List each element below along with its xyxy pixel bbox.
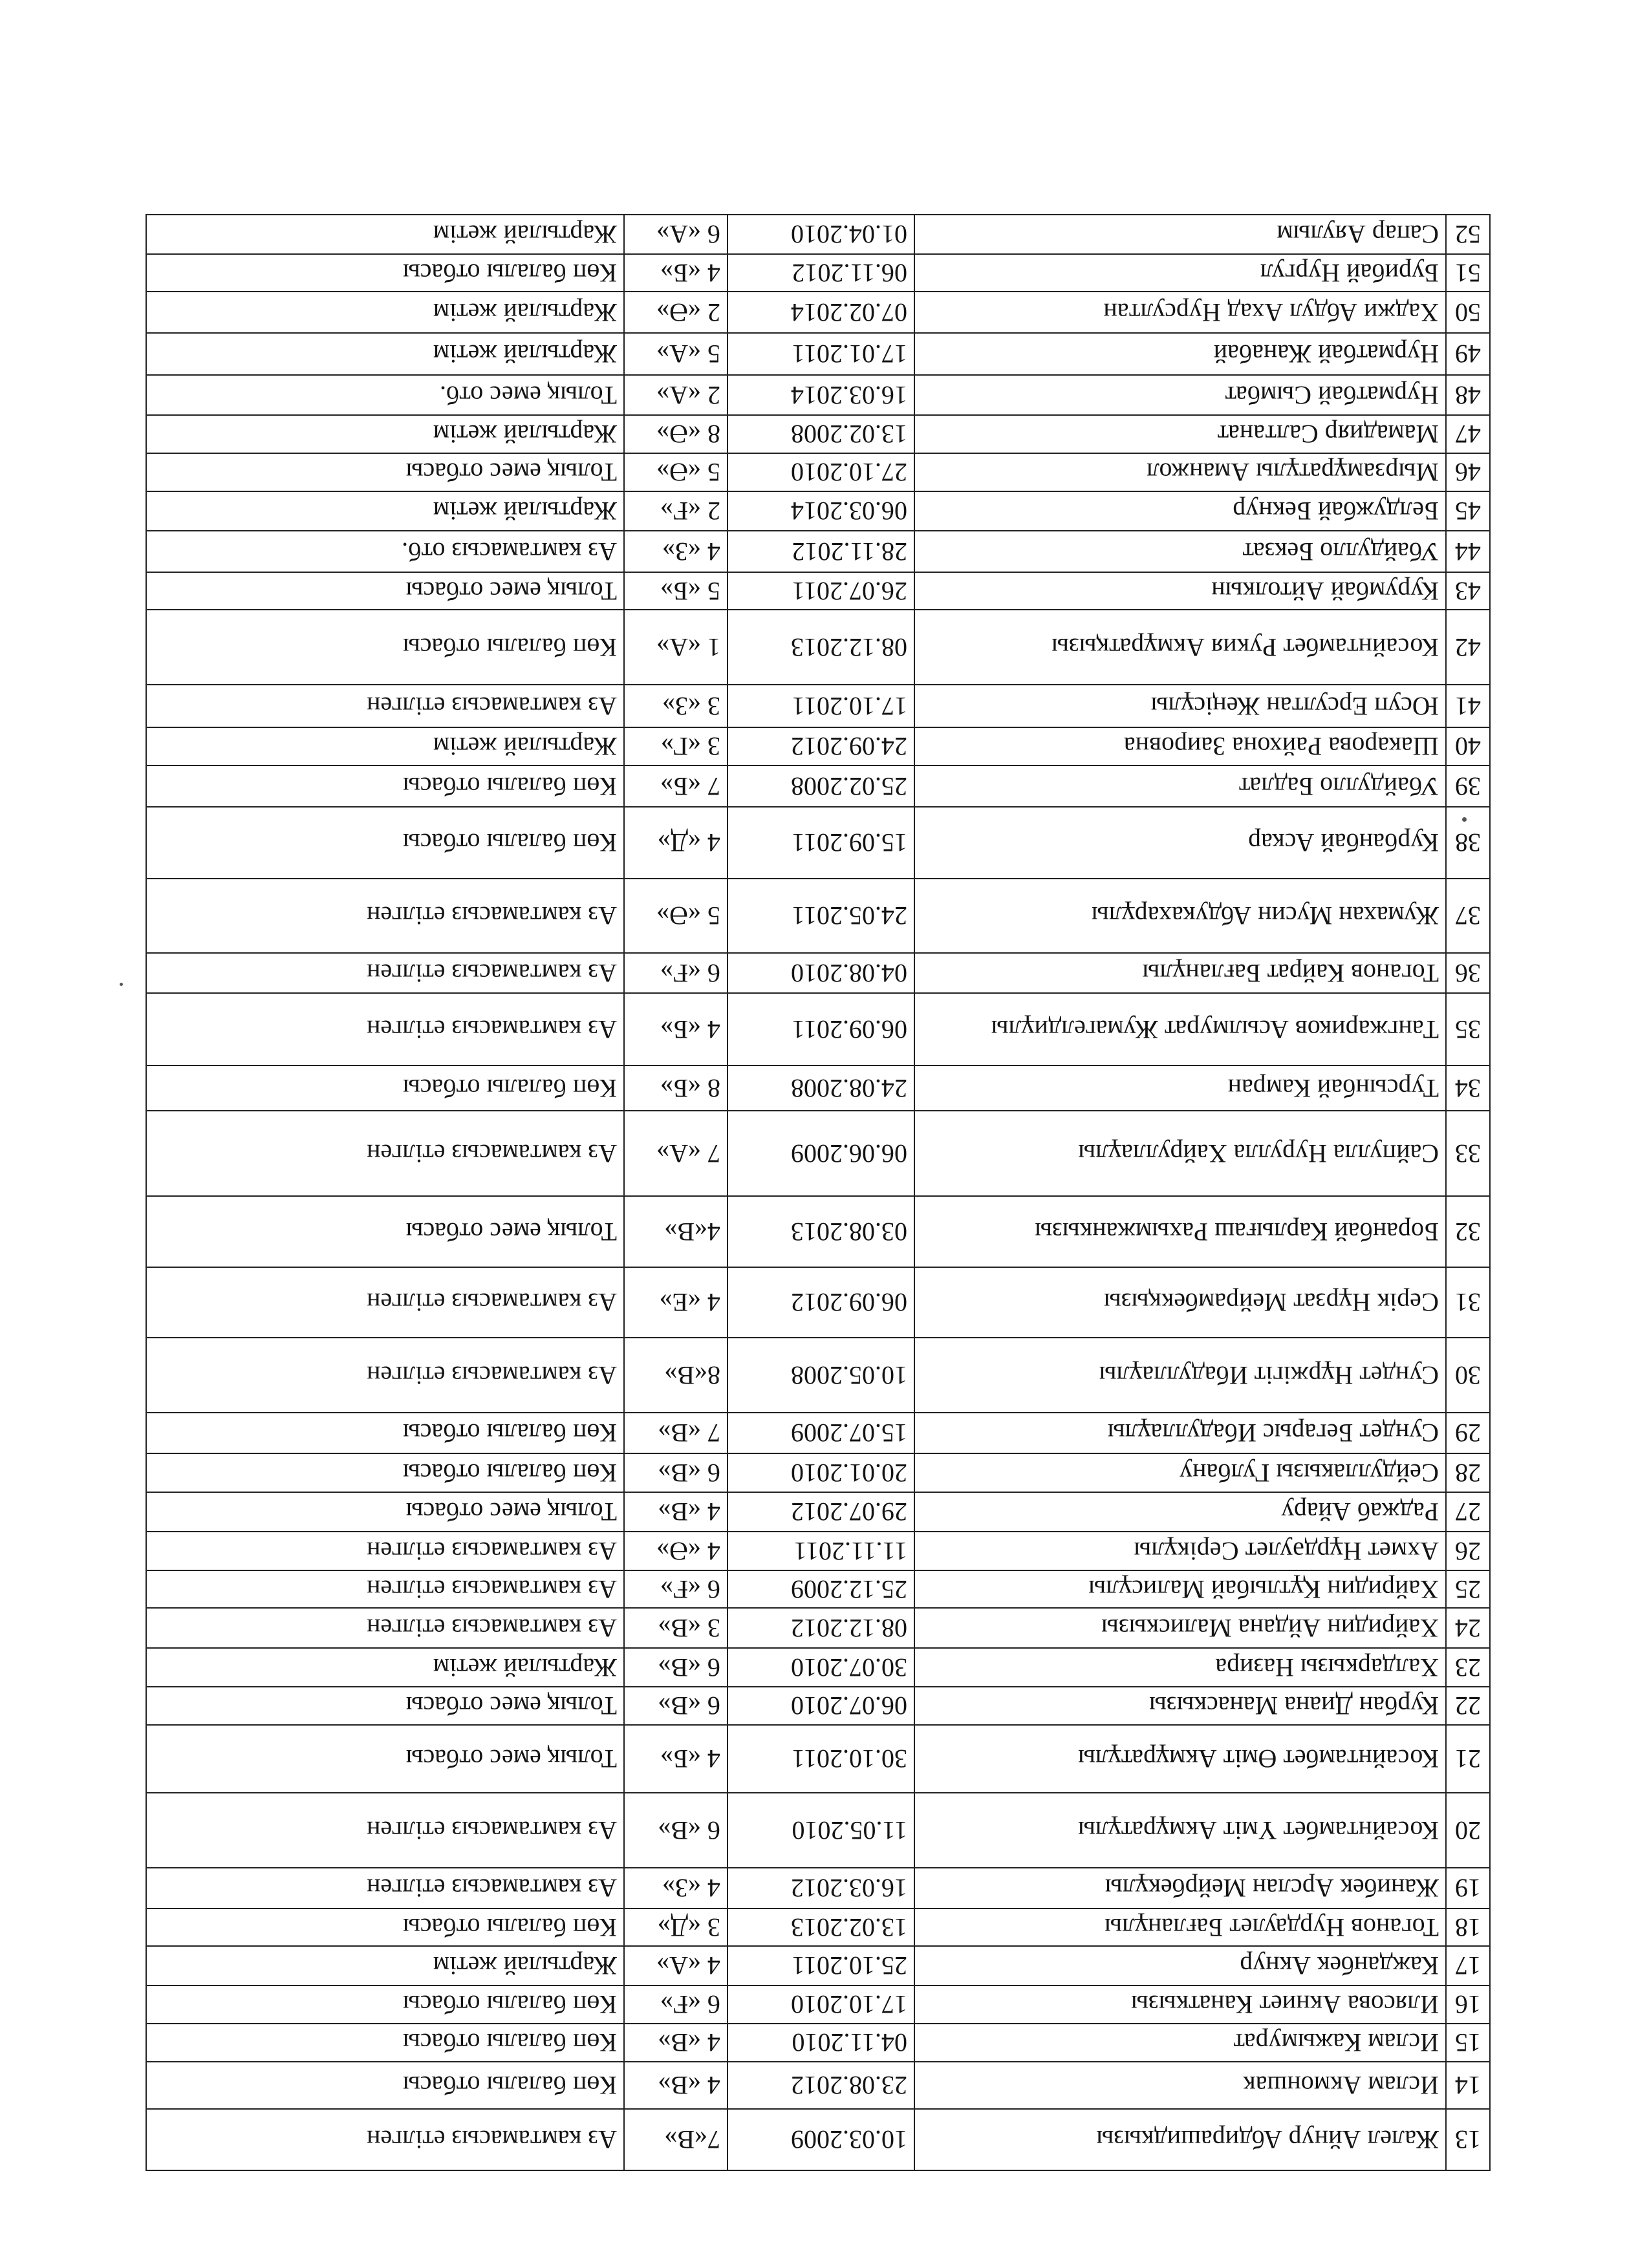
students-table — [146, 214, 1491, 2171]
family-status: Толық емес отбасы — [146, 1492, 624, 1532]
student-name: Жумахан Мусин Абдукахарұлы — [914, 879, 1446, 953]
student-name: Тангжариков Асылмурат Жумагелдиұлы — [914, 993, 1446, 1065]
table-row — [146, 215, 1490, 254]
row-number: 50 — [1446, 292, 1490, 333]
family-status: Аз камтамасыз етілген — [146, 1338, 624, 1413]
class-grade: 2 «А» — [624, 375, 727, 415]
table-row — [146, 610, 1490, 685]
birth-date: 13.02.2013 — [727, 1909, 914, 1946]
birth-date: 01.04.2010 — [727, 215, 914, 254]
birth-date: 30.10.2011 — [727, 1725, 914, 1793]
class-grade: 2 «Ғ» — [624, 491, 727, 531]
class-grade: 4 «Д» — [624, 807, 727, 879]
scan-speck — [120, 983, 123, 986]
student-name: Мырзамұратұлы Аманжол — [914, 453, 1446, 491]
birth-date: 27.10.2010 — [727, 453, 914, 491]
family-status: Толық емес отб. — [146, 375, 624, 415]
birth-date: 06.11.2012 — [727, 254, 914, 292]
birth-date: 15.07.2009 — [727, 1413, 914, 1453]
birth-date: 17.01.2011 — [727, 333, 914, 375]
class-grade: 1 «А» — [624, 610, 727, 685]
class-grade: 6 «А» — [624, 215, 727, 254]
table-row — [146, 2024, 1490, 2062]
birth-date: 06.09.2012 — [727, 1267, 914, 1338]
student-name: Тоганов Нурдаулет Бағланұлы — [914, 1909, 1446, 1946]
class-grade: 2 «Ә» — [624, 292, 727, 333]
student-name: Косайнтамбет Үміт Акмұратұлы — [914, 1793, 1446, 1868]
birth-date: 06.09.2011 — [727, 993, 914, 1065]
class-grade: 4 «В» — [624, 2062, 727, 2109]
class-grade: 6 «В» — [624, 1453, 727, 1492]
students-table-body — [146, 215, 1490, 2170]
student-name: Турсынбай Камран — [914, 1065, 1446, 1111]
birth-date: 16.03.2014 — [727, 375, 914, 415]
student-name: Серік Нұрзат Мейрамбекқызы — [914, 1267, 1446, 1338]
row-number: 28 — [1446, 1453, 1490, 1492]
row-number: 37 — [1446, 879, 1490, 953]
student-name: Ислам Акмоншак — [914, 2062, 1446, 2109]
table-row — [146, 1111, 1490, 1196]
class-grade: 6 «В» — [624, 1793, 727, 1868]
scan-speck — [1462, 817, 1467, 822]
table-row — [146, 953, 1490, 993]
table-row — [146, 1985, 1490, 2024]
family-status: Толық емес отбасы — [146, 1196, 624, 1267]
student-name: Убайдулло Бадлат — [914, 765, 1446, 807]
class-grade: 8 «Б» — [624, 1065, 727, 1111]
table-row — [146, 1909, 1490, 1946]
birth-date: 11.05.2010 — [727, 1793, 914, 1868]
family-status: Жартылай жетім — [146, 415, 624, 453]
table-row — [146, 993, 1490, 1065]
family-status: Көп балалы отбасы — [146, 1909, 624, 1946]
family-status: Аз камтамасыз етілген — [146, 1532, 624, 1570]
family-status: Аз камтамасыз етілген — [146, 1111, 624, 1196]
family-status: Аз камтамасыз отб. — [146, 531, 624, 572]
row-number: 42 — [1446, 610, 1490, 685]
row-number: 52 — [1446, 215, 1490, 254]
birth-date: 06.06.2009 — [727, 1111, 914, 1196]
class-grade: 8«В» — [624, 1338, 727, 1413]
family-status: Толық емес отбасы — [146, 453, 624, 491]
student-name: Боранбай Карлығаш Рахымжанкызы — [914, 1196, 1446, 1267]
birth-date: 24.05.2011 — [727, 879, 914, 953]
student-name: Хайридин Құтлыбай Малисұлы — [914, 1570, 1446, 1608]
birth-date: 16.03.2012 — [727, 1868, 914, 1909]
family-status: Аз камтамасыз етілген — [146, 685, 624, 727]
class-grade: 4 «В» — [624, 2024, 727, 2062]
row-number: 34 — [1446, 1065, 1490, 1111]
student-name: Хаджи Абдул Ахад Нурсултан — [914, 292, 1446, 333]
table-row — [146, 415, 1490, 453]
family-status: Толық емес отбасы — [146, 1725, 624, 1793]
table-row — [146, 453, 1490, 491]
row-number: 24 — [1446, 1608, 1490, 1648]
birth-date: 30.07.2010 — [727, 1648, 914, 1687]
family-status: Аз камтамасыз етілген — [146, 953, 624, 993]
student-name: Халдаркызы Назира — [914, 1648, 1446, 1687]
student-name: Курбанбай Аскар — [914, 807, 1446, 879]
class-grade: 3 «Д» — [624, 1909, 727, 1946]
class-grade: 8 «Ә» — [624, 415, 727, 453]
table-row — [146, 333, 1490, 375]
birth-date: 10.03.2009 — [727, 2109, 914, 2170]
birth-date: 20.01.2010 — [727, 1453, 914, 1492]
birth-date: 25.02.2008 — [727, 765, 914, 807]
student-name: Курумбай Айтолкын — [914, 572, 1446, 610]
table-row — [146, 1570, 1490, 1608]
table-row — [146, 1413, 1490, 1453]
birth-date: 04.08.2010 — [727, 953, 914, 993]
birth-date: 07.02.2014 — [727, 292, 914, 333]
class-grade: 6 «Ғ» — [624, 1570, 727, 1608]
student-name: Жалел Айнур Абдирашидкызы — [914, 2109, 1446, 2170]
row-number: 26 — [1446, 1532, 1490, 1570]
family-status: Аз камтамасыз етілген — [146, 1570, 624, 1608]
family-status: Жартылай жетім — [146, 1946, 624, 1985]
row-number: 14 — [1446, 2062, 1490, 2109]
row-number: 46 — [1446, 453, 1490, 491]
student-name: Хайридин Айдана Малискызы — [914, 1608, 1446, 1648]
class-grade: 5 «А» — [624, 333, 727, 375]
table-row — [146, 254, 1490, 292]
class-grade: 4 «З» — [624, 1868, 727, 1909]
student-name: Курбан Диана Манаскызы — [914, 1687, 1446, 1725]
table-row — [146, 765, 1490, 807]
student-name: Сайпулла Нурулла Хайруллаұлы — [914, 1111, 1446, 1196]
student-name: Косайнтамбет Рукия Акмұратқызы — [914, 610, 1446, 685]
student-name: Косайнтамбет Өміт Акмұратұлы — [914, 1725, 1446, 1793]
family-status: Көп балалы отбасы — [146, 254, 624, 292]
row-number: 17 — [1446, 1946, 1490, 1985]
row-number: 27 — [1446, 1492, 1490, 1532]
class-grade: 4 «Б» — [624, 254, 727, 292]
table-row — [146, 531, 1490, 572]
row-number: 33 — [1446, 1111, 1490, 1196]
table-row — [146, 1608, 1490, 1648]
class-grade: 7 «В» — [624, 1413, 727, 1453]
class-grade: 4 «Е» — [624, 1267, 727, 1338]
student-name: Шакарова Райхона Заировна — [914, 727, 1446, 765]
birth-date: 08.12.2013 — [727, 610, 914, 685]
table-row — [146, 375, 1490, 415]
table-row — [146, 807, 1490, 879]
family-status: Аз камтамасыз етілген — [146, 879, 624, 953]
family-status: Толық емес отбасы — [146, 572, 624, 610]
row-number: 22 — [1446, 1687, 1490, 1725]
class-grade: 4 «Ә» — [624, 1532, 727, 1570]
family-status: Аз камтамасыз етілген — [146, 1793, 624, 1868]
birth-date: 24.08.2008 — [727, 1065, 914, 1111]
table-row — [146, 1267, 1490, 1338]
birth-date: 25.12.2009 — [727, 1570, 914, 1608]
student-name: Ахмет Нұрдәулет Серікұлы — [914, 1532, 1446, 1570]
birth-date: 17.10.2010 — [727, 1985, 914, 2024]
class-grade: 6 «В» — [624, 1648, 727, 1687]
class-grade: 6 «В» — [624, 1687, 727, 1725]
birth-date: 25.10.2011 — [727, 1946, 914, 1985]
row-number: 36 — [1446, 953, 1490, 993]
row-number: 43 — [1446, 572, 1490, 610]
class-grade: 3 «Г» — [624, 727, 727, 765]
class-grade: 7«В» — [624, 2109, 727, 2170]
birth-date: 08.12.2012 — [727, 1608, 914, 1648]
table-row — [146, 1946, 1490, 1985]
row-number: 51 — [1446, 254, 1490, 292]
birth-date: 28.11.2012 — [727, 531, 914, 572]
table-row — [146, 1065, 1490, 1111]
class-grade: 7 «Б» — [624, 765, 727, 807]
row-number: 13 — [1446, 2109, 1490, 2170]
row-number: 19 — [1446, 1868, 1490, 1909]
birth-date: 17.10.2011 — [727, 685, 914, 727]
row-number: 23 — [1446, 1648, 1490, 1687]
family-status: Көп балалы отбасы — [146, 2024, 624, 2062]
row-number: 38 — [1446, 807, 1490, 879]
student-name: Кажданбек Акнур — [914, 1946, 1446, 1985]
class-grade: 6 «Ғ» — [624, 1985, 727, 2024]
table-row — [146, 1648, 1490, 1687]
family-status: Толық емес отбасы — [146, 1687, 624, 1725]
student-name: Бурибай Нургул — [914, 254, 1446, 292]
birth-date: 10.05.2008 — [727, 1338, 914, 1413]
table-row — [146, 2062, 1490, 2109]
family-status: Көп балалы отбасы — [146, 1413, 624, 1453]
class-grade: 4«В» — [624, 1196, 727, 1267]
student-name: Сейдуллакызы Гулбану — [914, 1453, 1446, 1492]
student-name: Убайдулло Бекзат — [914, 531, 1446, 572]
table-row — [146, 1338, 1490, 1413]
family-status: Аз камтамасыз етілген — [146, 1868, 624, 1909]
class-grade: 5 «Ә» — [624, 453, 727, 491]
row-number: 31 — [1446, 1267, 1490, 1338]
class-grade: 4 «В» — [624, 1492, 727, 1532]
birth-date: 06.03.2014 — [727, 491, 914, 531]
class-grade: 5 «Б» — [624, 572, 727, 610]
row-number: 45 — [1446, 491, 1490, 531]
family-status: Аз камтамасыз етілген — [146, 1608, 624, 1648]
row-number: 49 — [1446, 333, 1490, 375]
family-status: Көп балалы отбасы — [146, 2062, 624, 2109]
family-status: Жартылай жетім — [146, 491, 624, 531]
family-status: Көп балалы отбасы — [146, 1065, 624, 1111]
row-number: 47 — [1446, 415, 1490, 453]
birth-date: 26.07.2011 — [727, 572, 914, 610]
birth-date: 29.07.2012 — [727, 1492, 914, 1532]
row-number: 30 — [1446, 1338, 1490, 1413]
row-number: 40 — [1446, 727, 1490, 765]
row-number: 35 — [1446, 993, 1490, 1065]
family-status: Көп балалы отбасы — [146, 1985, 624, 2024]
class-grade: 3 «В» — [624, 1608, 727, 1648]
student-name: Нурматбай Сымбат — [914, 375, 1446, 415]
family-status: Жартылай жетім — [146, 292, 624, 333]
row-number: 15 — [1446, 2024, 1490, 2062]
family-status: Жартылай жетім — [146, 727, 624, 765]
student-name: Илясова Акниет Канаткызы — [914, 1985, 1446, 2024]
student-name: Раджаб Айару — [914, 1492, 1446, 1532]
row-number: 29 — [1446, 1413, 1490, 1453]
family-status: Аз камтамасыз етілген — [146, 2109, 624, 2170]
table-row — [146, 1453, 1490, 1492]
table-row — [146, 1793, 1490, 1868]
student-name: Жанибек Арслан Мейрбекұлы — [914, 1868, 1446, 1909]
family-status: Жартылай жетім — [146, 1648, 624, 1687]
row-number: 32 — [1446, 1196, 1490, 1267]
student-name: Нурматбай Жанабай — [914, 333, 1446, 375]
student-name: Мамадияр Салтанат — [914, 415, 1446, 453]
class-grade: 5 «Ә» — [624, 879, 727, 953]
family-status: Жартылай жетім — [146, 215, 624, 254]
class-grade: 4 «З» — [624, 531, 727, 572]
student-name: Сундет Бегарыс Ибадуллаұлы — [914, 1413, 1446, 1453]
family-status: Жартылай жетім — [146, 333, 624, 375]
row-number: 16 — [1446, 1985, 1490, 2024]
family-status: Көп балалы отбасы — [146, 610, 624, 685]
row-number: 48 — [1446, 375, 1490, 415]
table-row — [146, 292, 1490, 333]
table-row — [146, 1492, 1490, 1532]
birth-date: 04.11.2010 — [727, 2024, 914, 2062]
class-grade: 4 «А» — [624, 1946, 727, 1985]
table-row — [146, 491, 1490, 531]
row-number: 25 — [1446, 1570, 1490, 1608]
row-number: 18 — [1446, 1909, 1490, 1946]
student-name: Сапар Аяулым — [914, 215, 1446, 254]
student-name: Сундет Нұржігіт Ибадуллаұлы — [914, 1338, 1446, 1413]
birth-date: 06.07.2010 — [727, 1687, 914, 1725]
birth-date: 24.09.2012 — [727, 727, 914, 765]
class-grade: 4 «Б» — [624, 993, 727, 1065]
table-row — [146, 1687, 1490, 1725]
student-name: Ислам Кажымурат — [914, 2024, 1446, 2062]
table-row — [146, 2109, 1490, 2170]
row-number: 21 — [1446, 1725, 1490, 1793]
birth-date: 23.08.2012 — [727, 2062, 914, 2109]
row-number: 44 — [1446, 531, 1490, 572]
birth-date: 03.08.2013 — [727, 1196, 914, 1267]
class-grade: 6 «Ғ» — [624, 953, 727, 993]
birth-date: 15.09.2011 — [727, 807, 914, 879]
family-status: Көп балалы отбасы — [146, 765, 624, 807]
student-name: Белдужбай Бекнур — [914, 491, 1446, 531]
table-row — [146, 879, 1490, 953]
family-status: Көп балалы отбасы — [146, 807, 624, 879]
row-number: 41 — [1446, 685, 1490, 727]
row-number: 20 — [1446, 1793, 1490, 1868]
table-row — [146, 572, 1490, 610]
table-row — [146, 1725, 1490, 1793]
class-grade: 3 «З» — [624, 685, 727, 727]
student-name: Тоганов Кайрат Бағланұлы — [914, 953, 1446, 993]
family-status: Аз камтамасыз етілген — [146, 1267, 624, 1338]
student-name: Юсуп Ерсултан Жеңісұлы — [914, 685, 1446, 727]
class-grade: 4 «Б» — [624, 1725, 727, 1793]
birth-date: 13.02.2008 — [727, 415, 914, 453]
class-grade: 7 «А» — [624, 1111, 727, 1196]
row-number: 39 — [1446, 765, 1490, 807]
table-row — [146, 685, 1490, 727]
table-row — [146, 1196, 1490, 1267]
family-status: Көп балалы отбасы — [146, 1453, 624, 1492]
table-row — [146, 1532, 1490, 1570]
table-row — [146, 1868, 1490, 1909]
table-row — [146, 727, 1490, 765]
family-status: Аз камтамасыз етілген — [146, 993, 624, 1065]
birth-date: 11.11.2011 — [727, 1532, 914, 1570]
